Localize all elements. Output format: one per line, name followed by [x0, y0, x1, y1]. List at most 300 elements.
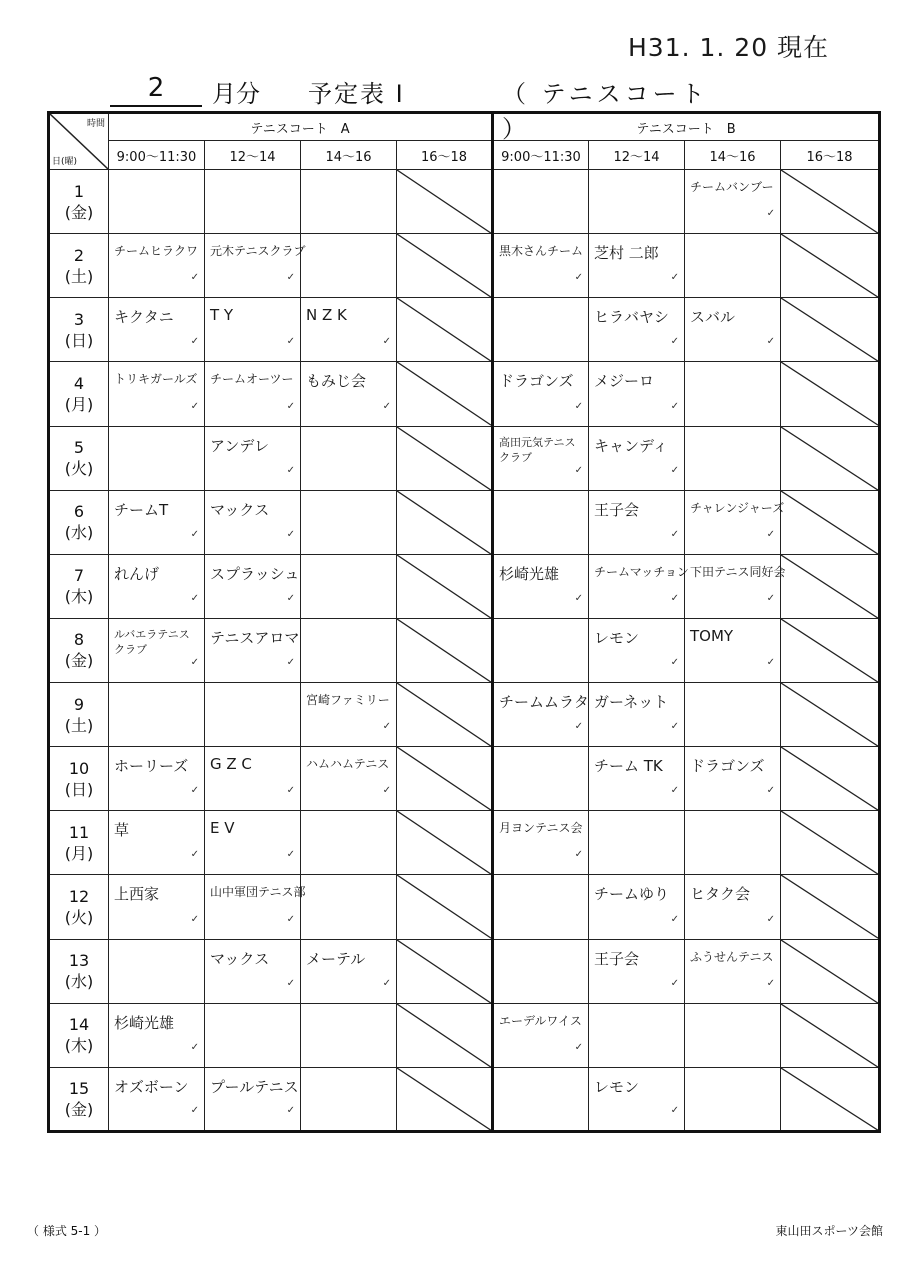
booking-cell	[301, 554, 397, 618]
booking-cell	[685, 683, 781, 747]
booking-cell	[205, 939, 301, 1003]
booking-entry: アンデレ	[210, 436, 270, 455]
booking-entry: 王子会	[594, 949, 640, 968]
day-cell	[49, 362, 109, 426]
time-header: 16～18	[781, 141, 880, 170]
day-of-week: (月)	[64, 394, 94, 414]
booking-entry: N Z K	[306, 306, 347, 325]
day-number: 7	[73, 566, 85, 586]
booking-cell	[109, 554, 205, 618]
page-title: 予定表 Ⅰ	[308, 80, 405, 108]
blocked-slot	[397, 1003, 493, 1067]
blocked-slot	[781, 554, 880, 618]
time-header: 9:00～11:30	[109, 141, 205, 170]
check-mark-icon: ✓	[190, 913, 199, 925]
blocked-slash	[397, 683, 491, 746]
blocked-slot	[397, 234, 493, 298]
check-mark-icon: ✓	[286, 1105, 295, 1116]
booking-entry: 草	[114, 821, 130, 840]
page-subtitle: （ テニスコート ）	[502, 80, 709, 143]
booking-entry: キャンディ	[594, 436, 668, 455]
day-cell	[49, 554, 109, 618]
day-of-week: (金)	[64, 651, 94, 671]
blocked-slash	[781, 940, 878, 1003]
day-number: 12	[68, 886, 90, 906]
blocked-slot	[781, 1067, 880, 1131]
blocked-slot	[781, 683, 880, 747]
check-mark-icon: ✓	[286, 464, 295, 476]
check-mark-icon: ✓	[190, 336, 199, 348]
booking-cell	[589, 298, 685, 362]
booking-entry: ホーリーズ	[114, 757, 189, 776]
booking-cell	[589, 683, 685, 747]
day-number: 3	[73, 309, 85, 329]
check-mark-icon: ✓	[766, 208, 775, 220]
check-mark-icon: ✓	[286, 528, 295, 540]
booking-entry: チームゆり	[594, 885, 670, 904]
booking-cell	[685, 1067, 781, 1131]
blocked-slash	[397, 747, 491, 810]
booking-cell	[301, 1003, 397, 1067]
blocked-slash	[781, 747, 878, 810]
booking-entry: トリキガールズ	[114, 372, 198, 387]
day-of-week: (木)	[64, 587, 94, 607]
blocked-slot	[781, 618, 880, 682]
day-cell	[49, 747, 109, 811]
blocked-slash	[397, 1004, 491, 1067]
blocked-slash	[397, 875, 491, 938]
blocked-slot	[781, 298, 880, 362]
booking-entry: ふうせんテニス	[690, 949, 774, 964]
booking-cell	[589, 747, 685, 811]
booking-cell	[589, 554, 689, 618]
booking-cell	[589, 170, 685, 234]
check-mark-icon: ✓	[670, 528, 679, 540]
check-mark-icon: ✓	[190, 1105, 199, 1116]
blocked-slot	[781, 234, 880, 298]
blocked-slash	[397, 1068, 491, 1130]
booking-cell	[493, 362, 589, 426]
blocked-slash	[397, 555, 491, 618]
check-mark-icon: ✓	[766, 785, 775, 797]
day-number: 9	[73, 694, 85, 714]
booking-cell	[685, 1003, 781, 1067]
booking-cell	[685, 875, 781, 939]
booking-cell	[301, 683, 397, 747]
day-number: 13	[68, 951, 90, 971]
check-mark-icon: ✓	[190, 1041, 199, 1053]
booking-entry: れんげ	[114, 564, 160, 583]
booking-cell	[205, 1003, 301, 1067]
day-number: 15	[68, 1078, 90, 1098]
day-number: 14	[68, 1015, 90, 1035]
booking-entry: 宮崎ファミリー	[306, 693, 390, 707]
day-of-week: (土)	[64, 266, 94, 286]
booking-cell	[301, 811, 397, 875]
booking-entry: レモン	[594, 628, 640, 647]
booking-cell	[493, 747, 589, 811]
blocked-slot	[397, 490, 493, 554]
booking-cell	[589, 875, 685, 939]
booking-cell	[685, 490, 785, 554]
booking-entry: チャレンジャーズ	[690, 500, 785, 515]
booking-entry: T Y	[210, 306, 234, 325]
check-mark-icon: ✓	[382, 400, 391, 412]
booking-entry: 元木テニスクラブ	[210, 244, 306, 259]
blocked-slash	[397, 491, 491, 554]
booking-cell	[205, 170, 301, 234]
booking-entry: マックス	[210, 949, 270, 968]
blocked-slash	[781, 619, 878, 682]
check-mark-icon: ✓	[286, 977, 295, 989]
check-mark-icon: ✓	[286, 657, 295, 668]
booking-entry: ドラゴンズ	[690, 757, 765, 776]
booking-cell	[109, 362, 205, 426]
booking-cell	[589, 618, 685, 682]
booking-cell	[685, 747, 781, 811]
blocked-slash	[781, 170, 878, 233]
booking-cell	[493, 490, 589, 554]
booking-cell	[493, 234, 589, 298]
booking-cell	[109, 170, 205, 234]
check-mark-icon: ✓	[382, 721, 391, 733]
day-number: 4	[73, 373, 85, 393]
blocked-slot	[781, 490, 880, 554]
booking-cell	[205, 554, 301, 618]
check-mark-icon: ✓	[766, 592, 775, 604]
blocked-slash	[397, 298, 491, 361]
table-row	[49, 618, 880, 682]
day-number: 6	[73, 502, 85, 522]
booking-entry: メーテル	[306, 949, 366, 968]
booking-cell	[109, 298, 205, 362]
blocked-slash	[781, 555, 878, 618]
schedule-body	[49, 170, 880, 1132]
day-cell	[49, 683, 109, 747]
booking-cell	[109, 490, 205, 554]
blocked-slash	[781, 875, 878, 938]
day-of-week: (日)	[64, 330, 94, 350]
corner-day-label: 日(曜)	[52, 157, 78, 167]
booking-entry: レモン	[594, 1077, 640, 1096]
day-of-week: (月)	[64, 843, 94, 863]
booking-entry: 上西家	[114, 885, 160, 904]
venue-name: 東山田スポーツ会館	[775, 1224, 883, 1238]
booking-cell	[589, 939, 685, 1003]
check-mark-icon: ✓	[670, 977, 679, 989]
check-mark-icon: ✓	[190, 592, 199, 604]
blocked-slash	[781, 362, 878, 425]
check-mark-icon: ✓	[766, 336, 775, 348]
blocked-slash	[397, 619, 491, 682]
time-header: 16～18	[397, 141, 493, 170]
day-cell	[49, 939, 109, 1003]
booking-entry: ヒラバヤシ	[594, 308, 669, 327]
check-mark-icon: ✓	[766, 913, 775, 925]
time-header: 14～16	[685, 141, 781, 170]
booking-cell	[589, 811, 685, 875]
booking-cell	[301, 298, 397, 362]
court-a-header: テニスコート A	[109, 113, 493, 141]
blocked-slash	[397, 940, 491, 1003]
booking-entry: 杉崎光雄	[499, 564, 560, 583]
check-mark-icon: ✓	[670, 464, 679, 476]
check-mark-icon: ✓	[286, 592, 295, 604]
booking-cell	[205, 362, 301, 426]
check-mark-icon: ✓	[574, 849, 583, 861]
blocked-slot	[397, 554, 493, 618]
blocked-slot	[397, 683, 493, 747]
booking-entry: 黒木さんチーム	[499, 244, 584, 259]
blocked-slot	[781, 811, 880, 875]
booking-cell	[685, 426, 781, 490]
day-cell	[49, 811, 109, 875]
booking-cell	[589, 426, 685, 490]
check-mark-icon: ✓	[670, 1105, 679, 1116]
booking-entry: TOMY	[690, 626, 734, 645]
booking-entry: スバル	[690, 308, 736, 327]
booking-cell	[301, 234, 397, 298]
day-of-week: (火)	[64, 459, 94, 479]
blocked-slot	[397, 618, 493, 682]
check-mark-icon: ✓	[286, 272, 295, 284]
booking-cell	[493, 1003, 589, 1067]
blocked-slash	[781, 427, 878, 490]
day-cell	[49, 298, 109, 362]
check-mark-icon: ✓	[382, 785, 391, 797]
booking-cell	[109, 875, 205, 939]
time-header: 12～14	[589, 141, 685, 170]
form-number: （ 様式 5-1 ）	[27, 1224, 107, 1238]
booking-entry: チームマッチョン	[594, 564, 689, 579]
table-row	[49, 875, 880, 939]
blocked-slash	[781, 683, 878, 746]
check-mark-icon: ✓	[670, 336, 679, 348]
booking-cell	[109, 811, 205, 875]
day-cell	[49, 426, 109, 490]
check-mark-icon: ✓	[670, 721, 679, 733]
check-mark-icon: ✓	[670, 657, 679, 668]
blocked-slot	[397, 1067, 493, 1131]
check-mark-icon: ✓	[670, 272, 679, 284]
day-of-week: (日)	[64, 779, 94, 799]
booking-cell	[109, 618, 205, 682]
table-row	[49, 234, 880, 298]
booking-cell	[109, 234, 205, 298]
booking-cell	[205, 490, 301, 554]
booking-entry: チームT	[114, 500, 169, 519]
check-mark-icon: ✓	[766, 528, 775, 540]
booking-cell	[301, 362, 397, 426]
booking-cell	[205, 234, 306, 298]
table-row	[49, 490, 880, 554]
booking-cell	[205, 683, 301, 747]
day-cell	[49, 490, 109, 554]
booking-cell	[205, 811, 301, 875]
month-unit: 月分	[212, 80, 260, 108]
booking-cell	[685, 939, 781, 1003]
blocked-slash	[397, 427, 491, 490]
blocked-slot	[781, 1003, 880, 1067]
table-row	[49, 554, 880, 618]
day-cell	[49, 1003, 109, 1067]
booking-entry: 下田テニス同好会	[690, 564, 786, 579]
corner-time-label: 時間	[86, 119, 105, 129]
day-cell	[49, 170, 109, 234]
booking-cell	[109, 1003, 205, 1067]
day-number: 2	[73, 245, 85, 265]
day-number: 1	[73, 181, 85, 201]
blocked-slash	[397, 234, 491, 297]
check-mark-icon: ✓	[190, 272, 199, 284]
day-number: 5	[73, 438, 85, 458]
blocked-slash	[781, 1068, 878, 1130]
day-of-week: (水)	[64, 972, 94, 992]
booking-entry: チームムラタ	[499, 693, 589, 711]
booking-cell	[493, 298, 589, 362]
blocked-slot	[781, 426, 880, 490]
check-mark-icon: ✓	[382, 336, 391, 348]
handwritten-date: H31. 1. 20 現在	[628, 33, 830, 62]
check-mark-icon: ✓	[670, 592, 679, 604]
check-mark-icon: ✓	[574, 272, 583, 284]
check-mark-icon: ✓	[286, 913, 295, 925]
blocked-slash	[397, 811, 491, 874]
booking-entry: テニスアロマ	[210, 628, 300, 647]
booking-entry: チームオーツー	[210, 372, 294, 387]
booking-cell	[493, 875, 589, 939]
check-mark-icon: ✓	[190, 785, 199, 797]
blocked-slot	[397, 875, 493, 939]
booking-entry: オズボーン	[114, 1077, 189, 1096]
blocked-slot	[397, 939, 493, 1003]
booking-cell	[301, 747, 397, 811]
day-cell	[49, 1067, 109, 1131]
booking-cell	[685, 811, 781, 875]
table-row	[49, 939, 880, 1003]
booking-cell	[685, 554, 786, 618]
check-mark-icon: ✓	[574, 464, 583, 476]
blocked-slash	[781, 234, 878, 297]
booking-cell	[301, 490, 397, 554]
day-number: 11	[68, 822, 90, 842]
blocked-slash	[781, 491, 878, 554]
booking-entry: G Z C	[210, 755, 252, 774]
booking-entry: プールテニス	[210, 1077, 299, 1096]
blocked-slash	[397, 170, 491, 233]
blocked-slash	[397, 362, 491, 425]
blocked-slot	[397, 426, 493, 490]
corner-header	[49, 113, 109, 170]
check-mark-icon: ✓	[286, 400, 295, 412]
blocked-slash	[781, 811, 878, 874]
booking-cell	[205, 426, 301, 490]
booking-cell	[109, 426, 205, 490]
table-row	[49, 1067, 880, 1131]
booking-cell	[589, 1003, 685, 1067]
check-mark-icon: ✓	[766, 657, 775, 668]
time-header: 14～16	[301, 141, 397, 170]
day-of-week: (火)	[64, 907, 94, 927]
booking-entry: ドラゴンズ	[499, 372, 574, 391]
booking-cell	[301, 170, 397, 234]
day-of-week: (土)	[64, 715, 94, 735]
check-mark-icon: ✓	[670, 785, 679, 797]
booking-cell	[109, 939, 205, 1003]
booking-cell	[685, 362, 781, 426]
booking-cell	[301, 618, 397, 682]
check-mark-icon: ✓	[190, 400, 199, 412]
booking-cell	[493, 1067, 589, 1131]
blocked-slot	[397, 362, 493, 426]
booking-cell	[301, 939, 397, 1003]
table-row	[49, 426, 880, 490]
time-header: 12～14	[205, 141, 301, 170]
booking-cell	[109, 1067, 205, 1131]
check-mark-icon: ✓	[190, 528, 199, 540]
day-cell	[49, 234, 109, 298]
booking-cell	[685, 618, 781, 682]
booking-entry: メジーロ	[594, 372, 655, 391]
blocked-slot	[781, 875, 880, 939]
booking-entry: エーデルワイス	[499, 1013, 582, 1028]
booking-cell	[685, 234, 781, 298]
day-of-week: (金)	[64, 202, 94, 222]
blocked-slot	[397, 811, 493, 875]
table-row	[49, 747, 880, 811]
table-row	[49, 170, 880, 234]
day-of-week: (金)	[64, 1099, 94, 1119]
booking-entry: 杉崎光雄	[114, 1013, 175, 1032]
court-b-header: テニスコート B	[493, 113, 880, 141]
booking-cell	[589, 1067, 685, 1131]
table-row	[49, 811, 880, 875]
booking-entry: ヒタク会	[690, 885, 751, 904]
check-mark-icon: ✓	[286, 785, 295, 797]
booking-cell	[301, 426, 397, 490]
booking-entry: 月ヨンテニス会	[499, 821, 583, 836]
booking-entry: チーム TK	[594, 757, 663, 776]
booking-cell	[493, 811, 589, 875]
booking-entry: マックス	[210, 500, 270, 519]
blocked-slot	[781, 747, 880, 811]
blocked-slot	[397, 298, 493, 362]
booking-cell	[109, 683, 205, 747]
booking-cell	[685, 170, 781, 234]
booking-cell	[493, 939, 589, 1003]
booking-entry: ガーネット	[594, 693, 669, 711]
check-mark-icon: ✓	[670, 913, 679, 925]
booking-entry: ハムハムテニス	[306, 757, 390, 772]
booking-cell	[205, 298, 301, 362]
booking-entry: 山中軍団テニス部	[210, 885, 306, 900]
check-mark-icon: ✓	[382, 977, 391, 989]
booking-cell	[493, 170, 589, 234]
check-mark-icon: ✓	[766, 977, 775, 989]
check-mark-icon: ✓	[190, 849, 199, 861]
day-cell	[49, 618, 109, 682]
day-number: 10	[68, 758, 90, 778]
blocked-slot	[781, 170, 880, 234]
booking-entry: チームバンブー	[690, 180, 774, 194]
day-number: 8	[73, 630, 85, 650]
booking-cell	[493, 618, 589, 682]
booking-cell	[205, 747, 301, 811]
booking-entry: キクタニ	[114, 308, 174, 327]
booking-entry: E V	[210, 819, 235, 838]
blocked-slash	[781, 298, 878, 361]
day-of-week: (木)	[64, 1036, 94, 1056]
